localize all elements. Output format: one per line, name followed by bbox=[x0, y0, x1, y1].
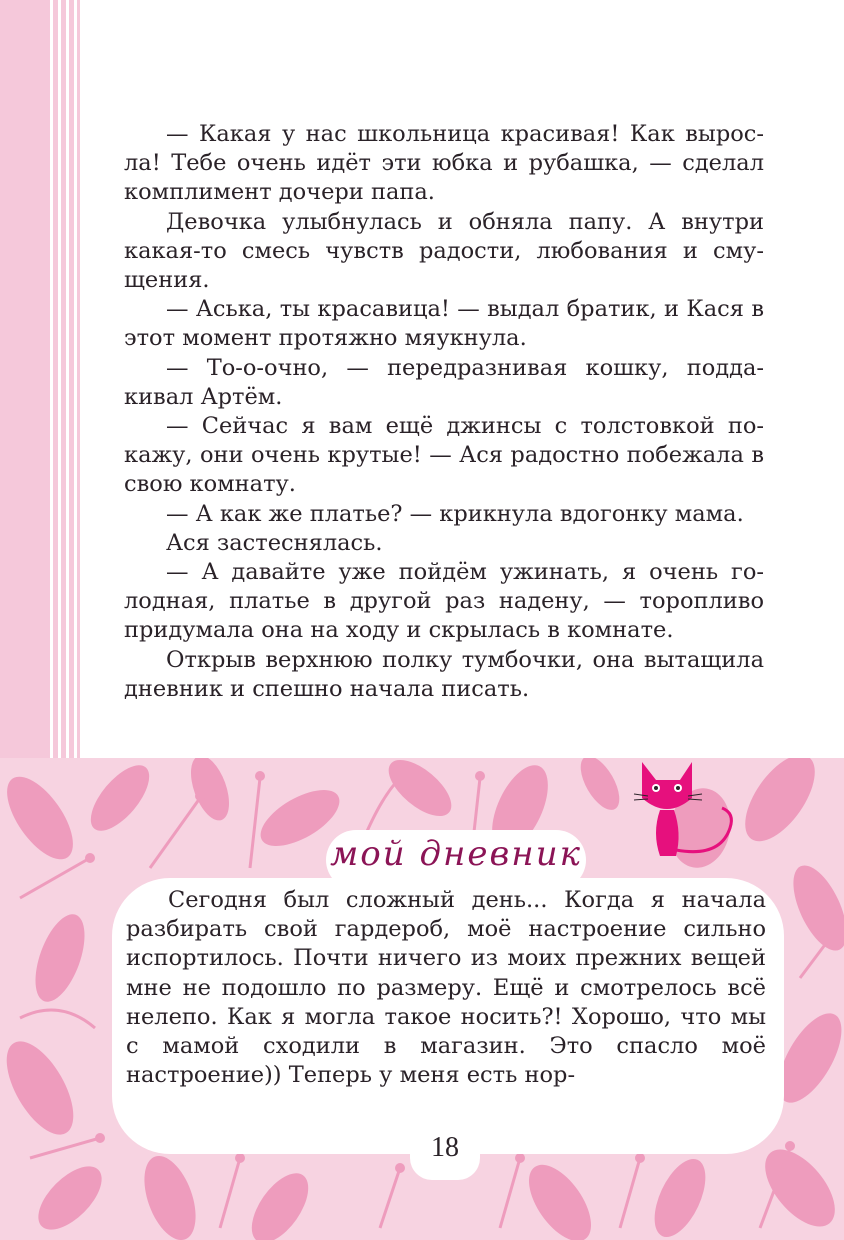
story-paragraph: — А как же платье? — крикнула вдогонку мама. bbox=[166, 500, 744, 527]
story-paragraph: Открыв верхнюю полку тумбочки, она вытащила дневник и спешно начала писать. bbox=[124, 646, 764, 702]
story-text bbox=[124, 120, 764, 704]
decorative-side-stripe bbox=[0, 0, 80, 760]
story-paragraph: — То-о-очно, — передразнивая кошку, поддакивал Артём. bbox=[124, 354, 764, 410]
diary-title-badge bbox=[326, 830, 586, 890]
diary-section bbox=[0, 758, 844, 1240]
diary-paragraph: Сегодня был сложный день... Когда я начала разбирать свой гардероб, моё настроение сильно испортилось. Почти ничего из моих прежних вещей мне не подошло по размеру. Ещё и смотрелось всё нелепо. Как я могла такое носить?! Хорошо, что мы с мамой сходили в магазин. Это спасло моё настроение)) Теперь у меня есть нор- bbox=[126, 887, 766, 1089]
cat-icon bbox=[630, 758, 750, 868]
story-paragraph: — А давайте уже пойдём ужинать, я очень голодная, платье в другой раз надену, — торопливо придумала она на ходу и скрылась в комнате. bbox=[124, 559, 764, 644]
story-paragraph: — Сейчас я вам ещё джинсы с толстовкой покажу, они очень крутые! — Ася радостно побежала в свою комнату. bbox=[124, 413, 764, 498]
story-paragraph: — Какая у нас школьница красивая! Как выросла! Тебе очень идёт эти юбка и рубашка, — сделал комплимент дочери папа. bbox=[124, 121, 764, 206]
story-paragraph: Девочка улыбнулась и обняла папу. А внутри какая-то смесь чувств радости, любования и смущения. bbox=[124, 208, 764, 294]
story-paragraph: Ася застеснялась. bbox=[166, 529, 383, 556]
diary-text bbox=[126, 886, 766, 1090]
diary-title: мой дневник bbox=[330, 834, 582, 874]
story-paragraph: — Аська, ты красавица! — выдал братик, и Кася в этот момент протяжно мяукнула. bbox=[124, 296, 764, 352]
page-number: 18 bbox=[431, 1132, 459, 1163]
